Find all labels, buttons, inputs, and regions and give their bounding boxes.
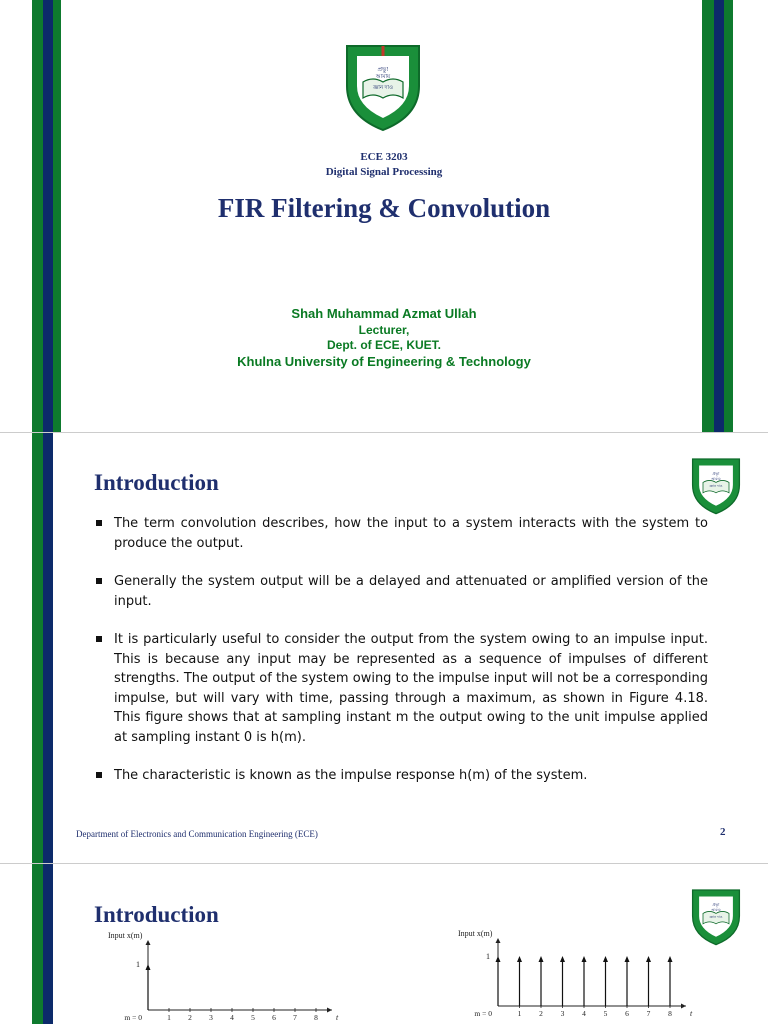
svg-text:প্রভু!: প্রভু! [712, 472, 720, 477]
x-tick-label: 6 [272, 1013, 276, 1022]
x-tick-label: 5 [251, 1013, 255, 1022]
left-navy-bar [43, 864, 53, 1024]
intro-slide [0, 433, 768, 863]
x-tick-label: 1 [167, 1013, 171, 1022]
svg-text:জ্ঞান দাও: জ্ঞান দাও [709, 483, 723, 488]
impulse-arrow [539, 956, 544, 962]
x-tick-label: 4 [230, 1013, 234, 1022]
y-axis-label: Input x(m) [108, 931, 143, 940]
impulse-arrow [517, 956, 522, 962]
author-name: Shah Muhammad Azmat Ullah [291, 306, 477, 321]
bullet-item: The term convolution describes, how the input to a system interacts with the system to produce the output. [94, 514, 708, 553]
course-name: Digital Signal Processing [325, 166, 443, 178]
x-tick-label: 3 [560, 1009, 565, 1018]
author-role: Lecturer, [358, 323, 410, 337]
input-plot-single-impulse [100, 926, 360, 1024]
y-axis-arrow [496, 938, 501, 943]
course-code: ECE 3203 [360, 151, 408, 163]
bullet-item: Generally the system output will be a delayed and attenuated or amplified version of the input. [94, 572, 708, 611]
impulse-arrow [582, 956, 587, 962]
input-plot-impulse-train [450, 922, 710, 1024]
x-origin-label: m = 0 [474, 1009, 492, 1018]
svg-text:আমায়: আমায় [711, 907, 721, 912]
impulse-arrow [668, 956, 673, 962]
x-tick-label: 4 [582, 1009, 586, 1018]
svg-text:জ্ঞান দাও: জ্ঞান দাও [709, 914, 723, 919]
lecture-title: FIR Filtering & Convolution [217, 193, 551, 223]
university-name: Khulna University of Engineering & Technology [237, 354, 531, 369]
x-tick-label: 5 [603, 1009, 608, 1018]
title-slide [0, 0, 768, 432]
x-tick-label: 8 [668, 1009, 672, 1018]
impulse-arrow [625, 956, 630, 962]
intro-slide-figures [0, 864, 768, 1024]
bullet-item: The characteristic is known as the impulse response h(m) of the system. [94, 766, 708, 786]
footer-department: Department of Electronics and Communication Engineering (ECE) [76, 829, 318, 839]
left-navy-bar [43, 433, 53, 863]
x-tick-label: 6 [625, 1009, 629, 1018]
section-title: Introduction [94, 902, 219, 927]
y-axis-label: Input x(m) [458, 929, 493, 938]
svg-text:জ্ঞান দাও: জ্ঞান দাও [372, 85, 394, 91]
x-tick-label: 8 [314, 1013, 318, 1022]
x-axis-arrow [327, 1008, 332, 1013]
x-axis-label: t [336, 1013, 339, 1022]
svg-text:আমায়: আমায় [711, 476, 721, 481]
x-tick-label: 1 [517, 1009, 522, 1018]
x-tick-label: 7 [646, 1009, 651, 1018]
y-axis-arrow [146, 940, 151, 945]
x-axis-label: t [690, 1009, 693, 1018]
impulse-arrow [496, 956, 501, 962]
x-tick-label: 3 [209, 1013, 213, 1022]
bullet-item: It is particularly useful to consider the output from the system owing to an impulse input. This is because any input may be represented as a sequence of impulses of different strengths. The output of the system owing to the impulse input will not be a corresponding impulse, but will vary with time, passing through a maximum, as shown in Figure 4.18. This figure shows that at sampling instant m the output owing to the unit impulse applied at sampling instant 0 is h(m). [94, 630, 708, 747]
x-axis-arrow [681, 1004, 686, 1009]
bullet-list [94, 514, 708, 805]
impulse-arrow [560, 956, 565, 962]
svg-text:প্রভু!: প্রভু! [712, 903, 720, 908]
impulse-arrow [603, 956, 608, 962]
x-origin-label: m = 0 [124, 1013, 142, 1022]
section-title: Introduction [94, 470, 219, 495]
impulse-arrow [146, 964, 151, 970]
x-tick-label: 7 [293, 1013, 297, 1022]
kuet-logo [343, 40, 423, 132]
author-dept: Dept. of ECE, KUET. [326, 338, 441, 352]
left-green-bar [32, 433, 43, 863]
y-tick-label: 1 [136, 960, 140, 969]
left-green-bar [32, 864, 43, 1024]
x-tick-label: 2 [188, 1013, 192, 1022]
page-number: 2 [720, 826, 726, 838]
impulse-arrow [646, 956, 651, 962]
svg-text:আমায়: আমায় [375, 74, 391, 80]
x-tick-label: 2 [539, 1009, 543, 1018]
kuet-logo-small [690, 455, 742, 515]
svg-text:প্রভু!: প্রভু! [377, 67, 389, 73]
y-tick-label: 1 [486, 952, 490, 961]
